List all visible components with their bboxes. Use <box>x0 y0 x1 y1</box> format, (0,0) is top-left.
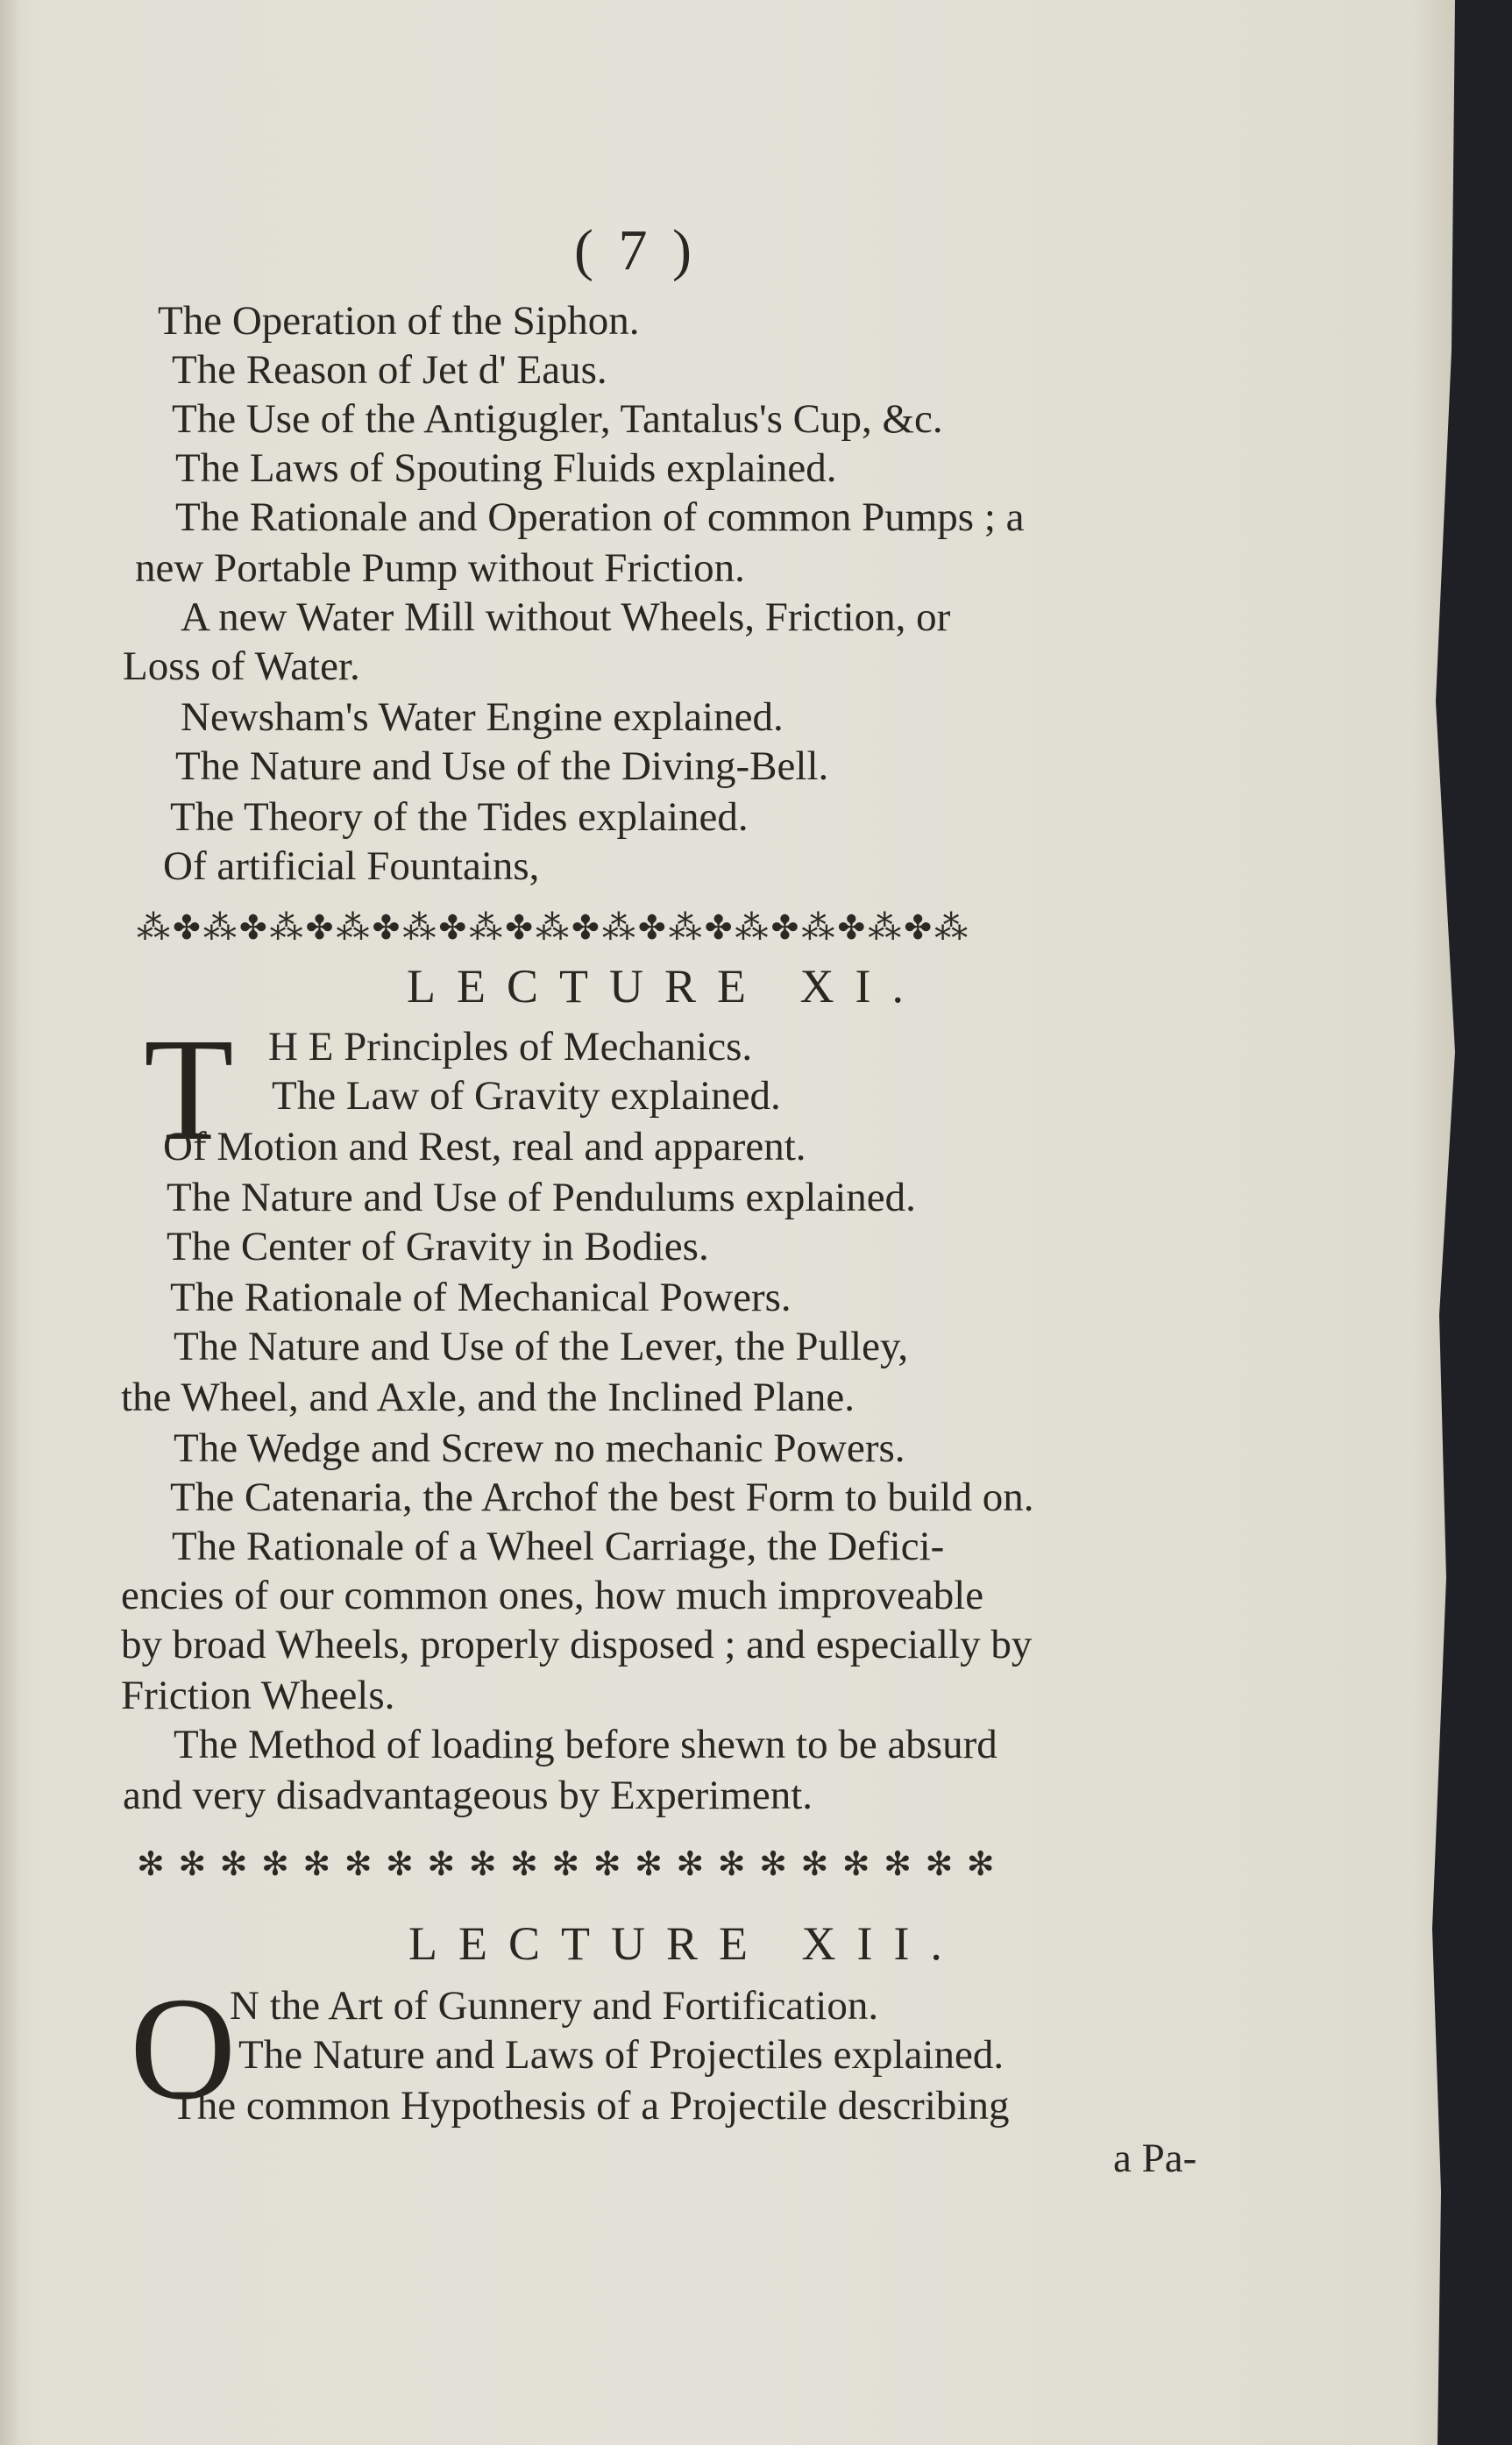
text-line: The Rationale of a Wheel Carriage, the Defici- <box>172 1524 945 1569</box>
text-line: The Nature and Use of the Diving-Bell. <box>175 743 829 789</box>
text-line: the Wheel, and Axle, and the Inclined Plane. <box>121 1375 855 1420</box>
text-line: The Nature and Use of Pendulums explained. <box>167 1175 916 1220</box>
text-line: N the Art of Gunnery and Fortification. <box>230 1983 879 2029</box>
text-line: and very disadvantageous by Experiment. <box>123 1773 813 1818</box>
ornament-rule: ✻ ✻ ✻ ✻ ✻ ✻ ✻ ✻ ✻ ✻ ✻ ✻ ✻ ✻ ✻ ✻ ✻ ✻ ✻ ✻ ✻ <box>137 1846 997 1883</box>
text-line: A new Water Mill without Wheels, Friction, or <box>181 594 951 640</box>
text-line: Friction Wheels. <box>121 1673 395 1718</box>
text-line: The Nature and Laws of Projectiles explained. <box>238 2032 1004 2078</box>
text-line: The Law of Gravity explained. <box>272 1073 781 1119</box>
page-number: ( 7 ) <box>574 218 697 282</box>
page-fold <box>0 0 21 2445</box>
text-line: The Laws of Spouting Fluids explained. <box>175 445 837 491</box>
text-line: The Method of loading before shewn to be absurd <box>174 1722 997 1767</box>
text-line: The Use of the Antigugler, Tantalus's Cup, &c. <box>172 396 943 442</box>
text-line: The Nature and Use of the Lever, the Pulley, <box>174 1324 909 1369</box>
text-line: Of Motion and Rest, real and apparent. <box>163 1124 806 1169</box>
text-line: The Rationale and Operation of common Pumps ; a <box>175 494 1025 540</box>
text-line: The Rationale of Mechanical Powers. <box>170 1275 791 1320</box>
text-line: new Portable Pump without Friction. <box>135 545 745 591</box>
text-line: Of artificial Fountains, <box>163 843 540 889</box>
drop-cap: O <box>130 1967 237 2130</box>
text-line: The Wedge and Screw no mechanic Powers. <box>174 1425 905 1471</box>
text-line: The common Hypothesis of a Projectile describing <box>172 2083 1010 2129</box>
drop-cap: T <box>144 1008 234 1171</box>
text-line: Newsham's Water Engine explained. <box>181 694 784 740</box>
text-line: The Theory of the Tides explained. <box>170 794 749 840</box>
catchword: a Pa- <box>1113 2136 1197 2181</box>
text-line: The Operation of the Siphon. <box>158 298 640 344</box>
lecture-heading: LECTURE XII. <box>408 1917 963 1970</box>
text-line: The Reason of Jet d' Eaus. <box>172 347 607 393</box>
text-line: The Center of Gravity in Bodies. <box>167 1224 709 1269</box>
text-line: encies of our common ones, how much improveable <box>121 1573 984 1618</box>
lecture-heading: LECTURE XI. <box>407 960 925 1013</box>
text-line: H E Principles of Mechanics. <box>268 1024 753 1070</box>
text-line: Loss of Water. <box>123 643 360 689</box>
text-line: by broad Wheels, properly disposed ; and especially by <box>121 1622 1033 1667</box>
text-line: The Catenaria, the Archof the best Form to build on. <box>170 1475 1034 1520</box>
ornament-rule: ⁂✤⁂✤⁂✤⁂✤⁂✤⁂✤⁂✤⁂✤⁂✤⁂✤⁂✤⁂✤⁂ <box>137 910 971 947</box>
